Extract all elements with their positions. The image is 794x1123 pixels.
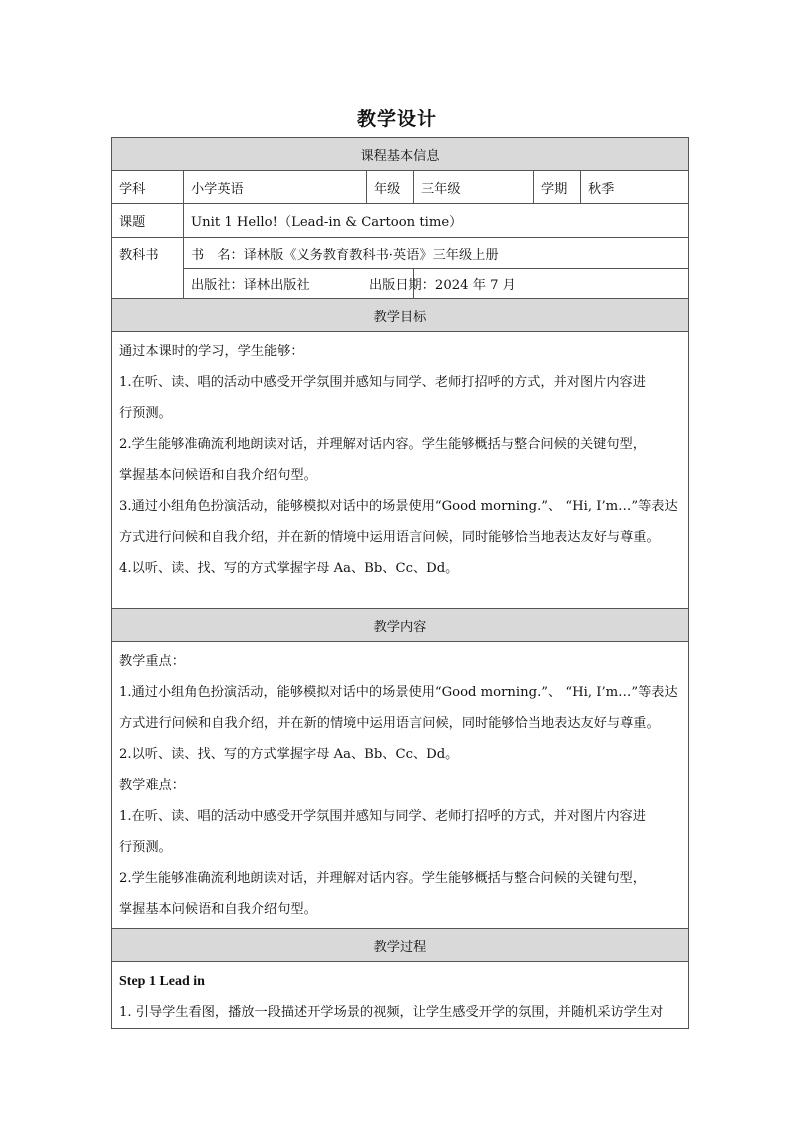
content-line: 行预测。 bbox=[119, 840, 172, 855]
grade-label: 年级 bbox=[367, 171, 414, 204]
goals-line: 1.在听、读、唱的活动中感受开学氛围并感知与同学、老师打招呼的方式，并对图片内容进 bbox=[119, 375, 646, 390]
goals-line: 掌握基本问候语和自我介绍句型。 bbox=[119, 468, 317, 483]
content-line: 1.在听、读、唱的活动中感受开学氛围并感知与同学、老师打招呼的方式，并对图片内容进 bbox=[119, 809, 646, 824]
grade-value: 三年级 bbox=[414, 171, 534, 204]
goals-line: 3.通过小组角色扮演活动，能够模拟对话中的场景使用“Good morning.”、 “Hi, I’m…”等表达 bbox=[119, 499, 678, 514]
goals-body bbox=[112, 332, 689, 609]
topic-value: Unit 1 Hello!（Lead-in & Cartoon time） bbox=[184, 204, 689, 238]
subject-value: 小学英语 bbox=[184, 171, 367, 204]
process-body bbox=[112, 962, 689, 1029]
topic-label: 课题 bbox=[112, 204, 184, 238]
content-line: 掌握基本问候语和自我介绍句型。 bbox=[119, 902, 317, 917]
textbook-label: 教科书 bbox=[112, 238, 184, 299]
content-line: 2.学生能够准确流利地朗读对话，并理解对话内容。学生能够概括与整合问候的关键句型， bbox=[119, 871, 646, 886]
section-header-basic-info: 课程基本信息 bbox=[112, 138, 689, 171]
goals-line: 通过本课时的学习，学生能够： bbox=[119, 344, 304, 359]
publish-date-text: 出版日期：2024 年 7 月 bbox=[369, 278, 516, 293]
subject-label: 学科 bbox=[112, 171, 184, 204]
section-header-content: 教学内容 bbox=[112, 609, 689, 642]
content-body bbox=[112, 642, 689, 929]
goals-line: 4.以听、读、找、写的方式掌握字母 Aa、Bb、Cc、Dd。 bbox=[119, 561, 459, 576]
goals-line: 2.学生能够准确流利地朗读对话，并理解对话内容。学生能够概括与整合问候的关键句型， bbox=[119, 437, 646, 452]
content-line: 教学重点： bbox=[119, 654, 185, 669]
process-line: 1. 引导学生看图，播放一段描述开学场景的视频，让学生感受开学的氛围，并随机采访学生对 bbox=[119, 1005, 664, 1020]
textbook-name: 书 名：译林版《义务教育教科书·英语》三年级上册 bbox=[184, 238, 689, 269]
step-title: Step 1 Lead in bbox=[119, 974, 205, 989]
section-header-goals: 教学目标 bbox=[112, 299, 689, 332]
term-value: 秋季 bbox=[581, 171, 689, 204]
publish-date bbox=[369, 269, 689, 299]
content-line: 方式进行问候和自我介绍，并在新的情境中运用语言问候，同时能够恰当地表达友好与尊重。 bbox=[119, 716, 660, 731]
term-label: 学期 bbox=[534, 171, 581, 204]
publisher: 出版社：译林出版社 bbox=[184, 269, 414, 299]
lesson-plan-table bbox=[111, 137, 689, 1029]
content-line: 2.以听、读、找、写的方式掌握字母 Aa、Bb、Cc、Dd。 bbox=[119, 747, 459, 762]
content-line: 教学难点： bbox=[119, 778, 185, 793]
goals-line: 方式进行问候和自我介绍，并在新的情境中运用语言问候，同时能够恰当地表达友好与尊重。 bbox=[119, 530, 660, 545]
content-line: 1.通过小组角色扮演活动，能够模拟对话中的场景使用“Good morning.”、 “Hi, I’m…”等表达 bbox=[119, 685, 678, 700]
section-header-process: 教学过程 bbox=[112, 929, 689, 962]
goals-line: 行预测。 bbox=[119, 406, 172, 421]
page-title: 教学设计 bbox=[356, 108, 437, 130]
